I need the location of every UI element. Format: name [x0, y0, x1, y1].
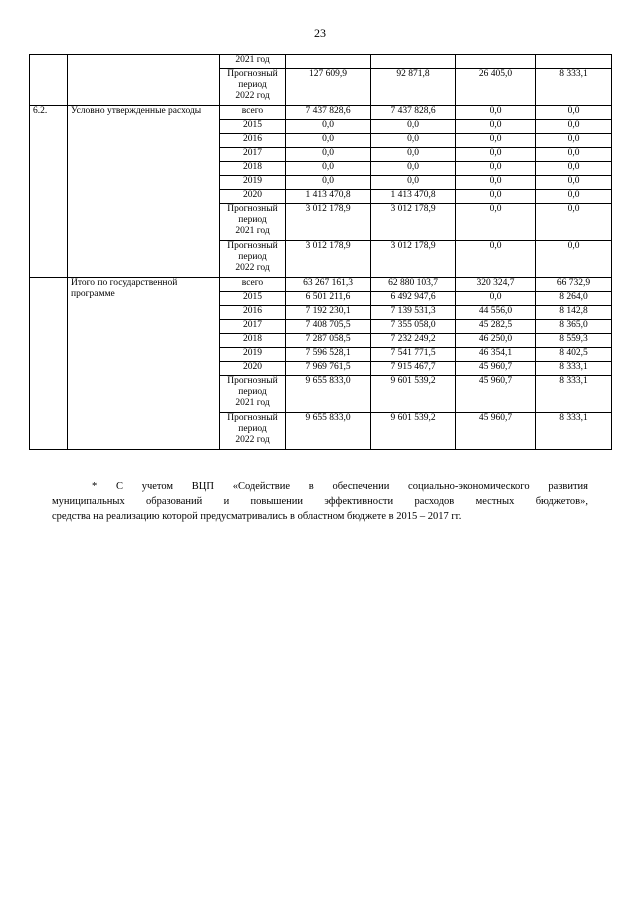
- total-cell: 9 655 833,0: [286, 376, 371, 413]
- other-cell: 8 142,8: [536, 306, 612, 320]
- other-cell: 8 365,0: [536, 320, 612, 334]
- federal-cell: 0,0: [456, 176, 536, 190]
- other-cell: 8 333,1: [536, 376, 612, 413]
- total-cell: 7 969 761,5: [286, 362, 371, 376]
- total-cell: 1 413 470,8: [286, 190, 371, 204]
- federal-cell: 0,0: [456, 292, 536, 306]
- total-cell: 127 609,9: [286, 69, 371, 106]
- total-cell: 7 408 705,5: [286, 320, 371, 334]
- regional-cell: 92 871,8: [371, 69, 456, 106]
- federal-cell: 46 250,0: [456, 334, 536, 348]
- regional-cell: [371, 55, 456, 69]
- period-cell: 2016: [220, 134, 286, 148]
- federal-cell: 0,0: [456, 204, 536, 241]
- regional-cell: 3 012 178,9: [371, 241, 456, 278]
- period-cell: 2019: [220, 176, 286, 190]
- other-cell: 8 559,3: [536, 334, 612, 348]
- other-cell: 0,0: [536, 106, 612, 120]
- item-name-cell: Условно утвержденные расходы: [68, 106, 220, 278]
- regional-cell: 7 915 467,7: [371, 362, 456, 376]
- regional-cell: 9 601 539,2: [371, 376, 456, 413]
- federal-cell: 0,0: [456, 134, 536, 148]
- period-cell: 2018: [220, 334, 286, 348]
- other-cell: 0,0: [536, 241, 612, 278]
- total-cell: 3 012 178,9: [286, 241, 371, 278]
- total-cell: 63 267 161,3: [286, 278, 371, 292]
- period-cell: всего: [220, 106, 286, 120]
- table-row: [30, 55, 612, 69]
- other-cell: 0,0: [536, 176, 612, 190]
- regional-cell: 7 232 249,2: [371, 334, 456, 348]
- period-cell: Прогнозный период 2021 год: [220, 376, 286, 413]
- total-cell: 0,0: [286, 120, 371, 134]
- regional-cell: 9 601 539,2: [371, 413, 456, 450]
- other-cell: 0,0: [536, 190, 612, 204]
- total-cell: 7 287 058,5: [286, 334, 371, 348]
- federal-cell: 0,0: [456, 190, 536, 204]
- other-cell: 8 333,1: [536, 413, 612, 450]
- budget-table: [29, 54, 612, 450]
- regional-cell: 3 012 178,9: [371, 204, 456, 241]
- federal-cell: 26 405,0: [456, 69, 536, 106]
- period-cell: Прогнозный период 2021 год: [220, 204, 286, 241]
- period-cell: Прогнозный период 2022 год: [220, 413, 286, 450]
- total-cell: 0,0: [286, 148, 371, 162]
- period-cell: 2017: [220, 320, 286, 334]
- total-cell: 7 437 828,6: [286, 106, 371, 120]
- other-cell: 8 264,0: [536, 292, 612, 306]
- footnote-line-3: средства на реализацию которой предусматривались в областном бюджете в 2015 – 2017 гг.: [52, 511, 462, 522]
- regional-cell: 7 541 771,5: [371, 348, 456, 362]
- other-cell: 0,0: [536, 134, 612, 148]
- other-cell: [536, 55, 612, 69]
- table-row: [30, 106, 612, 120]
- federal-cell: 45 282,5: [456, 320, 536, 334]
- regional-cell: 0,0: [371, 134, 456, 148]
- regional-cell: 0,0: [371, 120, 456, 134]
- item-name-cell: Итого по государственной программе: [68, 278, 220, 450]
- other-cell: 0,0: [536, 162, 612, 176]
- total-cell: 9 655 833,0: [286, 413, 371, 450]
- period-cell: 2018: [220, 162, 286, 176]
- federal-cell: 320 324,7: [456, 278, 536, 292]
- other-cell: 0,0: [536, 148, 612, 162]
- table-row: [30, 278, 612, 292]
- total-cell: 7 596 528,1: [286, 348, 371, 362]
- item-number-cell: [30, 278, 68, 450]
- regional-cell: 0,0: [371, 162, 456, 176]
- period-cell: Прогнозный период 2022 год: [220, 69, 286, 106]
- regional-cell: 0,0: [371, 176, 456, 190]
- page-number: 23: [314, 26, 326, 40]
- total-cell: 7 192 230,1: [286, 306, 371, 320]
- total-cell: 0,0: [286, 162, 371, 176]
- regional-cell: 0,0: [371, 148, 456, 162]
- federal-cell: 0,0: [456, 120, 536, 134]
- item-number-cell: 6.2.: [30, 106, 68, 278]
- regional-cell: 6 492 947,6: [371, 292, 456, 306]
- federal-cell: 44 556,0: [456, 306, 536, 320]
- total-cell: [286, 55, 371, 69]
- other-cell: 0,0: [536, 204, 612, 241]
- federal-cell: 46 354,1: [456, 348, 536, 362]
- footnote-line-1: * С учетом ВЦП «Содействие в обеспечении социально-экономического развития: [92, 481, 588, 492]
- period-cell: 2015: [220, 292, 286, 306]
- federal-cell: 45 960,7: [456, 413, 536, 450]
- period-cell: 2019: [220, 348, 286, 362]
- period-cell: 2020: [220, 190, 286, 204]
- period-cell: 2020: [220, 362, 286, 376]
- federal-cell: 0,0: [456, 241, 536, 278]
- federal-cell: 0,0: [456, 106, 536, 120]
- period-cell: Прогнозный период 2022 год: [220, 241, 286, 278]
- period-cell: 2021 год: [220, 55, 286, 69]
- period-cell: 2017: [220, 148, 286, 162]
- federal-cell: 0,0: [456, 162, 536, 176]
- footnote-line-2: муниципальных образований и повышении эффективности расходов местных бюджетов»,: [52, 496, 588, 507]
- regional-cell: 62 880 103,7: [371, 278, 456, 292]
- other-cell: 8 333,1: [536, 362, 612, 376]
- other-cell: 66 732,9: [536, 278, 612, 292]
- regional-cell: 7 139 531,3: [371, 306, 456, 320]
- period-cell: всего: [220, 278, 286, 292]
- federal-cell: 0,0: [456, 148, 536, 162]
- total-cell: 0,0: [286, 134, 371, 148]
- other-cell: 8 333,1: [536, 69, 612, 106]
- federal-cell: [456, 55, 536, 69]
- federal-cell: 45 960,7: [456, 376, 536, 413]
- item-number-cell: [30, 55, 68, 106]
- total-cell: 0,0: [286, 176, 371, 190]
- total-cell: 6 501 211,6: [286, 292, 371, 306]
- federal-cell: 45 960,7: [456, 362, 536, 376]
- regional-cell: 1 413 470,8: [371, 190, 456, 204]
- period-cell: 2015: [220, 120, 286, 134]
- footnote: [52, 479, 588, 524]
- item-name-cell: [68, 55, 220, 106]
- regional-cell: 7 437 828,6: [371, 106, 456, 120]
- total-cell: 3 012 178,9: [286, 204, 371, 241]
- other-cell: 8 402,5: [536, 348, 612, 362]
- other-cell: 0,0: [536, 120, 612, 134]
- period-cell: 2016: [220, 306, 286, 320]
- regional-cell: 7 355 058,0: [371, 320, 456, 334]
